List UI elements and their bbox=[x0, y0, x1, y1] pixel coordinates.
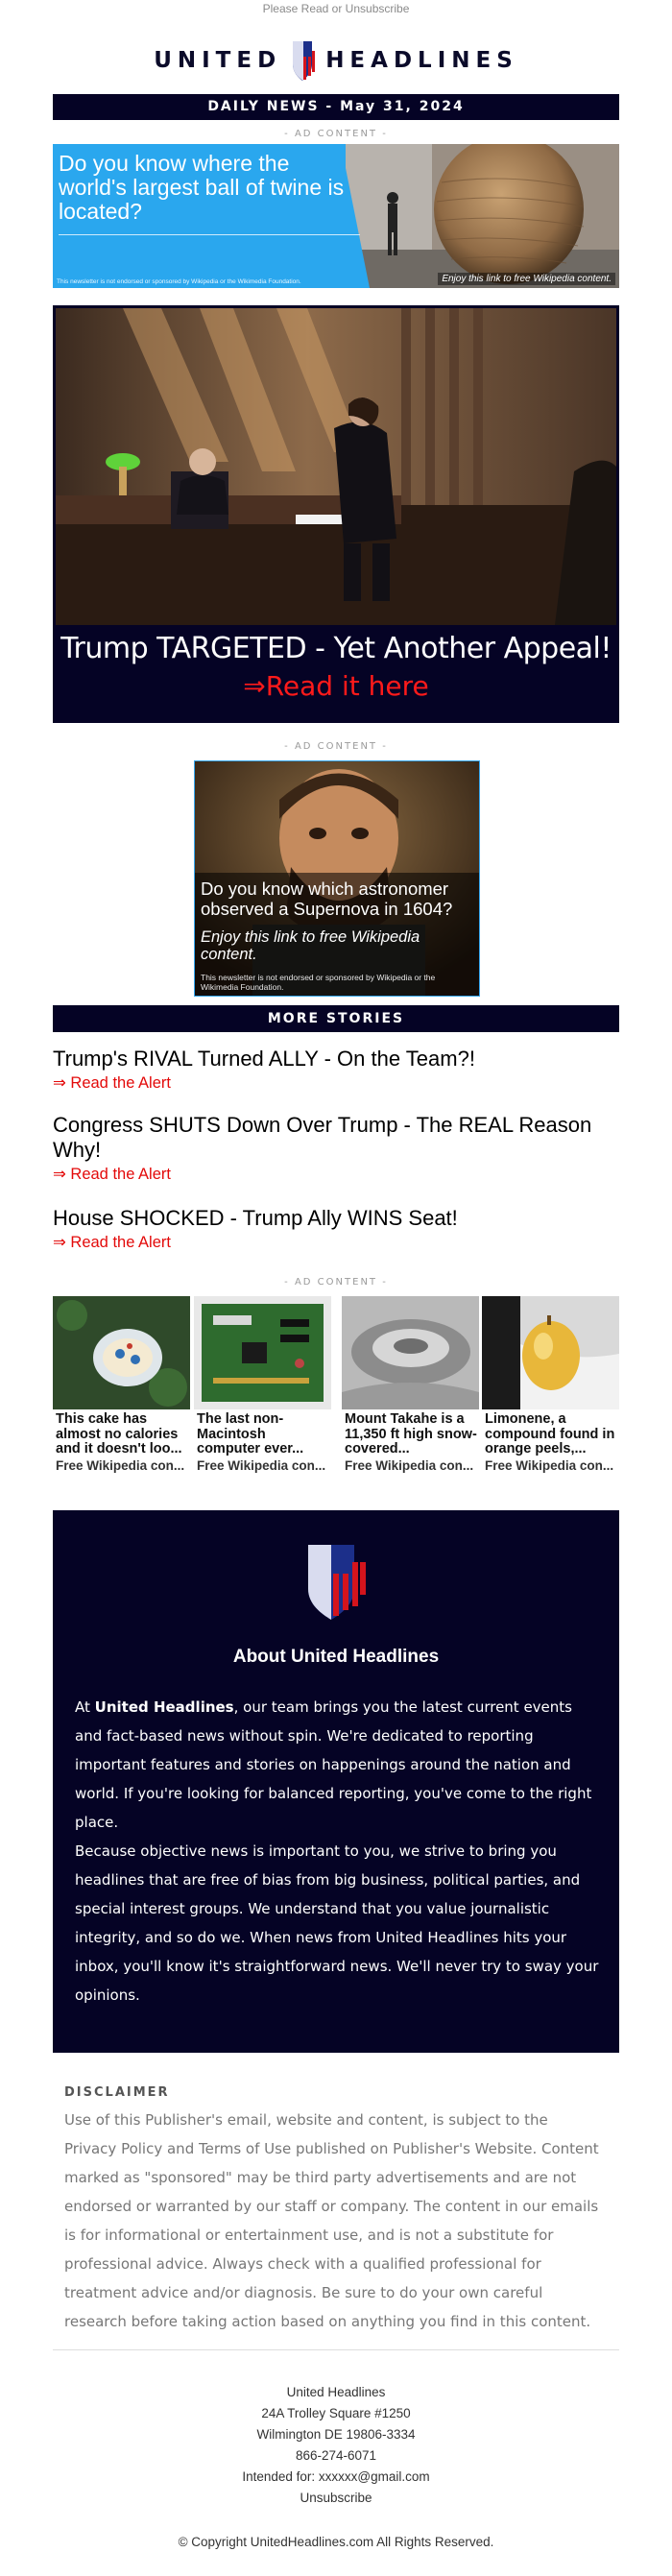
hero-headline[interactable]: Trump TARGETED - Yet Another Appeal! bbox=[60, 632, 612, 665]
ad-label-3: - AD CONTENT - bbox=[284, 1277, 388, 1288]
footer-address-1: 24A Trolley Square #1250 bbox=[261, 2406, 411, 2420]
ad-astronomer-disclaimer: This newsletter is not endorsed or sponsored by Wikipedia or the Wikimedia Foundation. bbox=[201, 973, 436, 992]
card-lemon-photo bbox=[482, 1296, 619, 1409]
sponsored-card[interactable] bbox=[342, 1296, 479, 1473]
story-alert-link[interactable]: ⇒ Read the Alert bbox=[53, 1074, 171, 1092]
ad-twine-divider bbox=[59, 234, 360, 235]
ad-twine-question: Do you know where the world's largest ball of twine is located? bbox=[59, 151, 345, 224]
ad-astronomer-question: Do you know which astronomer observed a Supernova in 1604? bbox=[201, 879, 453, 919]
card-cake-photo bbox=[53, 1296, 190, 1409]
about-paragraph-2: Because objective news is important to you, we strive to bring you headlines that are free of bias from big business, political parties, and special interest groups. We understand that you value journalistic integrity, and so do we. When news from United Headlines hits your inbox, you'll know it's straightforward news. We'll never try to sway your opinions. bbox=[75, 1842, 599, 2004]
about-title: About United Headlines bbox=[232, 1647, 440, 1667]
brand-logo[interactable] bbox=[0, 36, 672, 84]
footer-intended: Intended for: xxxxxx@gmail.com bbox=[242, 2469, 430, 2484]
card-mountain-photo bbox=[342, 1296, 479, 1409]
hero-story[interactable] bbox=[53, 305, 619, 723]
preheader-link[interactable]: Please Read or Unsubscribe bbox=[262, 2, 410, 15]
about-section bbox=[53, 1510, 619, 2053]
card-title: The last non-Macintosh computer ever... bbox=[197, 1411, 304, 1457]
twine-ball-photo bbox=[346, 144, 619, 288]
ad-astronomer-enjoy: Enjoy this link to free Wikipedia content. bbox=[201, 928, 420, 963]
about-p1-prefix: At bbox=[75, 1698, 95, 1716]
ad-twine-disclaimer: This newsletter is not endorsed or sponsored by Wikipedia or the Wikimedia Foundation. bbox=[57, 278, 301, 285]
about-paragraph-1 bbox=[75, 1693, 601, 1837]
dateline-text: DAILY NEWS - May 31, 2024 bbox=[207, 99, 465, 114]
disclaimer-heading: DISCLAIMER bbox=[64, 2085, 170, 2100]
card-source: Free Wikipedia con... bbox=[485, 1457, 614, 1473]
card-title: This cake has almost no calories and it doesn't loo... bbox=[56, 1411, 182, 1457]
card-source: Free Wikipedia con... bbox=[345, 1457, 474, 1473]
card-source: Free Wikipedia con... bbox=[197, 1457, 326, 1473]
footer-address-2: Wilmington DE 19806-3334 bbox=[256, 2427, 416, 2442]
story-title[interactable]: House SHOCKED - Trump Ally WINS Seat! bbox=[53, 1206, 458, 1230]
ad-twine-banner[interactable] bbox=[53, 144, 619, 288]
footer bbox=[0, 2382, 672, 2509]
card-circuit-photo bbox=[194, 1296, 331, 1409]
card-source: Free Wikipedia con... bbox=[56, 1457, 185, 1473]
about-p1-rest: , our team brings you the latest current events and fact-based news without spin. We're dedicated to reporting important features and stories on happenings around the nation and world. If you're looking for balanced reporting, you've come to the right place. bbox=[75, 1698, 592, 1831]
copyright: © Copyright UnitedHeadlines.com All Rights Reserved. bbox=[178, 2535, 494, 2549]
ad-twine-caption: Enjoy this link to free Wikipedia content. bbox=[438, 273, 615, 285]
brand-word-right: HEADLINES bbox=[325, 48, 518, 73]
unsubscribe-link[interactable]: Unsubscribe bbox=[300, 2491, 372, 2505]
sponsored-card[interactable] bbox=[194, 1296, 331, 1473]
story-alert-link[interactable]: ⇒ Read the Alert bbox=[53, 1234, 171, 1251]
footer-divider bbox=[53, 2349, 619, 2350]
more-stories-heading: MORE STORIES bbox=[267, 1011, 405, 1026]
ad-astronomer-card[interactable] bbox=[194, 760, 480, 997]
brand-word-left: UNITED bbox=[154, 48, 282, 73]
story-item[interactable] bbox=[53, 1047, 619, 1093]
dateline-bar bbox=[53, 94, 619, 120]
ad-label: - AD CONTENT - bbox=[284, 129, 388, 139]
story-item[interactable] bbox=[53, 1113, 619, 1184]
card-title: Limonene, a compound found in orange peels,... bbox=[485, 1411, 615, 1457]
shield-flag-icon bbox=[291, 39, 316, 82]
preheader bbox=[0, 2, 672, 15]
sponsored-card[interactable] bbox=[53, 1296, 190, 1473]
disclaimer-section bbox=[53, 2085, 619, 2336]
shield-flag-icon bbox=[304, 1541, 368, 1622]
sponsored-card[interactable] bbox=[482, 1296, 619, 1473]
more-stories-bar bbox=[53, 1005, 619, 1032]
courtroom-photo bbox=[56, 308, 616, 625]
disclaimer-text: Use of this Publisher's email, website and content, is subject to the Privacy Policy and Terms of Use published on Publisher's Website. Content marked as "sponsored" may be third party advertisements and are not endorsed or warranted by our staff or company. The content in our emails is for informational or entertainment use, and is not a substitute for professional advice. Always check with a qualified professional for treatment advice and/or diagnosis. Be sure to do your own careful research before taking action based on anything you find in this content. bbox=[64, 2111, 599, 2330]
footer-phone: 866-274-6071 bbox=[295, 2448, 377, 2463]
card-title: Mount Takahe is a 11,350 ft high snow-covered... bbox=[345, 1411, 477, 1457]
story-item[interactable] bbox=[53, 1206, 619, 1252]
about-p1-brand: United Headlines bbox=[94, 1698, 234, 1716]
story-alert-link[interactable]: ⇒ Read the Alert bbox=[53, 1166, 171, 1183]
footer-company: United Headlines bbox=[286, 2385, 386, 2399]
story-title[interactable]: Trump's RIVAL Turned ALLY - On the Team?! bbox=[53, 1047, 475, 1071]
ad-astronomer-panel bbox=[195, 873, 479, 997]
ad-label-2: - AD CONTENT - bbox=[284, 741, 388, 752]
hero-read-link[interactable]: ⇒Read it here bbox=[243, 670, 429, 702]
sponsored-cards bbox=[53, 1296, 619, 1473]
story-title[interactable]: Congress SHUTS Down Over Trump - The REAL Reason Why! bbox=[53, 1113, 592, 1162]
